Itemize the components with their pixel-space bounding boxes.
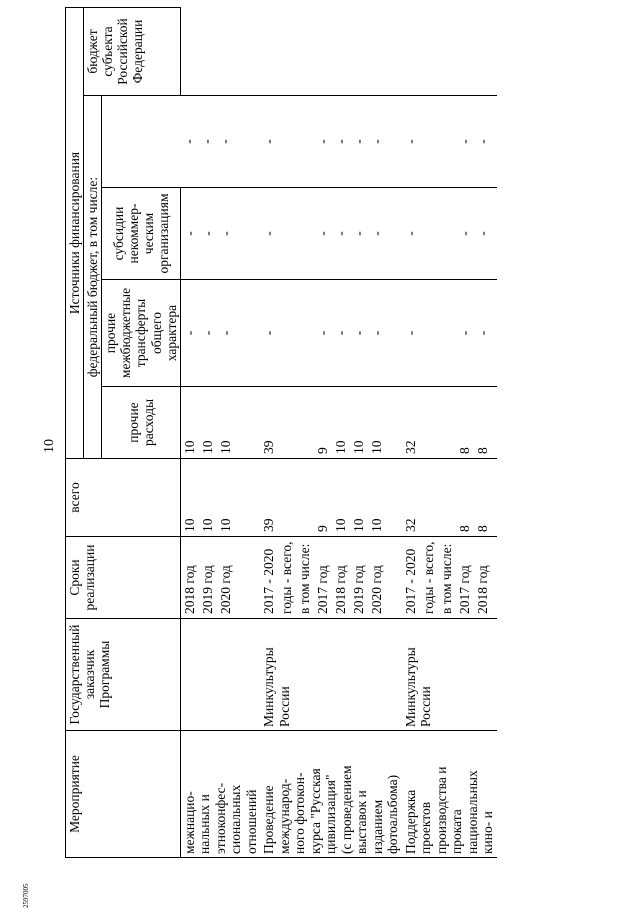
total-value: 10 (200, 462, 218, 532)
spacer (439, 462, 457, 532)
header-subsidies-line: ческим (141, 191, 156, 276)
subsidies-cell (180, 188, 260, 280)
period-line: 2018 год (333, 540, 351, 614)
header-other-line: расходы (141, 390, 156, 455)
event-line: производства и (434, 734, 450, 854)
customer-cell (260, 619, 402, 731)
transfers-value: - (182, 283, 200, 383)
event-line: проектов (418, 734, 434, 854)
header-subsidies-line: организациям (156, 191, 171, 276)
spacer (439, 390, 457, 454)
event-line: цивилизация" (323, 734, 339, 854)
spacer (421, 462, 439, 532)
header-region-line: бюджет (85, 11, 100, 92)
event-line: проката (449, 734, 465, 854)
customer-cell (180, 619, 260, 731)
header-sources: Источники финансирования (66, 7, 84, 458)
region-value: - (403, 99, 421, 184)
subsidies-value: - (218, 191, 236, 276)
total-value: 10 (351, 462, 369, 532)
other-expenses-cell (402, 387, 497, 459)
table-row (402, 7, 497, 857)
spacer (439, 191, 457, 276)
event-line: нальных и (197, 734, 213, 854)
other-value: 10 (200, 390, 218, 454)
period-line: 2019 год (200, 540, 218, 614)
region-value: - (351, 99, 369, 184)
other-value: 9 (315, 390, 333, 454)
header-region-budget (84, 7, 181, 95)
document-id: 2597005 (22, 884, 30, 908)
header-transfers-line: общего (149, 283, 164, 383)
subsidies-value: - (315, 191, 333, 276)
spacer (421, 283, 439, 383)
customer-line: России (277, 622, 293, 727)
subsidies-cell (402, 188, 497, 280)
other-value: 8 (457, 390, 475, 454)
total-value: 32 (403, 462, 421, 532)
region-value: - (261, 99, 279, 184)
spacer (297, 99, 315, 184)
header-subsidies (102, 188, 181, 280)
event-line: Проведение (261, 734, 277, 854)
transfers-value: - (351, 283, 369, 383)
other-value: 10 (369, 390, 387, 454)
transfers-value: - (403, 283, 421, 383)
rotated-page (65, 8, 585, 858)
header-period (66, 537, 181, 619)
header-transfers-line: прочие (103, 283, 118, 383)
region-value: - (181, 99, 199, 184)
spacer (279, 283, 297, 383)
other-value: 39 (261, 390, 279, 454)
total-value: 10 (182, 462, 200, 532)
transfers-value: - (457, 283, 475, 383)
header-event: Мероприятие (66, 731, 181, 858)
transfers-cell (402, 280, 497, 387)
period-line: 2017 год (315, 540, 333, 614)
period-line: 2017 год (457, 540, 475, 614)
header-customer-line: Программы (97, 622, 112, 727)
other-value: 32 (403, 390, 421, 454)
period-line: в том числе: (439, 540, 457, 614)
table-row (180, 7, 260, 857)
spacer (279, 191, 297, 276)
spacer (279, 99, 297, 184)
header-other-line: прочие (126, 390, 141, 455)
header-other-expenses (102, 387, 181, 459)
total-value: 10 (369, 462, 387, 532)
event-line: выставок и (354, 734, 370, 854)
region-value: - (475, 99, 493, 184)
total-value: 39 (261, 462, 279, 532)
region-value: - (333, 99, 351, 184)
event-cell (260, 731, 402, 858)
spacer (279, 462, 297, 532)
period-line: 2020 год (369, 540, 387, 614)
other-value: 10 (182, 390, 200, 454)
period-cell (180, 537, 260, 619)
table-body (180, 7, 497, 857)
header-subsidies-line: субсидии (111, 191, 126, 276)
header-region-line: субъекта (100, 11, 115, 92)
customer-line: России (418, 622, 434, 727)
period-line: годы - всего, (279, 540, 297, 614)
other-value: 10 (218, 390, 236, 454)
spacer (439, 99, 457, 184)
header-transfers-line: характера (164, 283, 179, 383)
total-value: 8 (475, 462, 493, 532)
region-value: - (369, 99, 387, 184)
region-budget-cell (180, 96, 260, 188)
transfers-cell (180, 280, 260, 387)
period-line: в том числе: (297, 540, 315, 614)
customer-line: Минкультуры (403, 622, 419, 727)
spacer (297, 390, 315, 454)
event-line: международ- (277, 734, 293, 854)
subsidies-value: - (351, 191, 369, 276)
spacer (421, 99, 439, 184)
subsidies-value: - (200, 191, 218, 276)
header-transfers-line: трансферты (133, 283, 148, 383)
subsidies-value: - (182, 191, 200, 276)
page-number: 10 (42, 439, 58, 453)
region-value: - (217, 99, 235, 184)
header-region-line: Федерации (130, 11, 145, 92)
transfers-value: - (315, 283, 333, 383)
event-cell (402, 731, 497, 858)
event-line: (с проведением (339, 734, 355, 854)
transfers-value: - (261, 283, 279, 383)
header-transfers (102, 280, 181, 387)
header-federal-budget: федеральный бюджет, в том числе: (84, 96, 102, 459)
event-cell (180, 731, 260, 858)
other-value: 10 (351, 390, 369, 454)
period-line: 2018 год (475, 540, 493, 614)
period-line: 2018 год (182, 540, 200, 614)
header-total: всего (66, 459, 181, 537)
event-line: отношений (244, 734, 260, 854)
period-line: 2020 год (218, 540, 236, 614)
event-line: фотоальбома) (385, 734, 401, 854)
other-expenses-cell (260, 387, 402, 459)
spacer (439, 283, 457, 383)
spacer (421, 390, 439, 454)
event-line: сиональных (228, 734, 244, 854)
spacer (279, 390, 297, 454)
financing-table (65, 7, 497, 858)
header-period-line: реализации (82, 540, 97, 615)
total-cell (260, 459, 402, 537)
event-line: межнацио- (182, 734, 198, 854)
header-subsidies-line: некоммер- (126, 191, 141, 276)
customer-cell (402, 619, 497, 731)
header-region-line: Российской (115, 11, 130, 92)
other-expenses-cell (180, 387, 260, 459)
event-line: изданием (370, 734, 386, 854)
period-line: 2019 год (351, 540, 369, 614)
event-line: Поддержка (403, 734, 419, 854)
total-value: 10 (333, 462, 351, 532)
subsidies-value: - (369, 191, 387, 276)
region-budget-cell (260, 96, 402, 188)
period-cell (402, 537, 497, 619)
spacer (421, 191, 439, 276)
spacer (297, 283, 315, 383)
period-line: 2017 - 2020 (261, 540, 279, 614)
header-customer-line: Государственный (67, 622, 82, 727)
subsidies-value: - (403, 191, 421, 276)
total-value: 8 (457, 462, 475, 532)
period-line: 2017 - 2020 (403, 540, 421, 614)
total-value: 10 (218, 462, 236, 532)
header-customer (66, 619, 181, 731)
total-cell (402, 459, 497, 537)
header-customer-line: заказчик (82, 622, 97, 727)
subsidies-cell (260, 188, 402, 280)
period-line: годы - всего, (421, 540, 439, 614)
total-cell (180, 459, 260, 537)
subsidies-value: - (333, 191, 351, 276)
spacer (297, 191, 315, 276)
other-value: 8 (475, 390, 493, 454)
header-transfers-line: межбюджетные (118, 283, 133, 383)
subsidies-value: - (475, 191, 493, 276)
subsidies-value: - (261, 191, 279, 276)
region-value: - (199, 99, 217, 184)
transfers-value: - (200, 283, 218, 383)
header-period-line: Сроки (67, 540, 82, 615)
table-row (260, 7, 402, 857)
transfers-value: - (218, 283, 236, 383)
period-cell (260, 537, 402, 619)
event-line: этноконфес- (213, 734, 229, 854)
transfers-cell (260, 280, 402, 387)
region-value: - (315, 99, 333, 184)
spacer (297, 462, 315, 532)
subsidies-value: - (457, 191, 475, 276)
event-line: кино- и (480, 734, 496, 854)
event-line: курса "Русская (308, 734, 324, 854)
transfers-value: - (369, 283, 387, 383)
region-budget-cell (402, 96, 497, 188)
transfers-value: - (333, 283, 351, 383)
other-value: 10 (333, 390, 351, 454)
event-line: ного фотокон- (292, 734, 308, 854)
region-value: - (457, 99, 475, 184)
event-line: национальных (465, 734, 481, 854)
total-value: 9 (315, 462, 333, 532)
customer-line: Минкультуры (261, 622, 277, 727)
transfers-value: - (475, 283, 493, 383)
